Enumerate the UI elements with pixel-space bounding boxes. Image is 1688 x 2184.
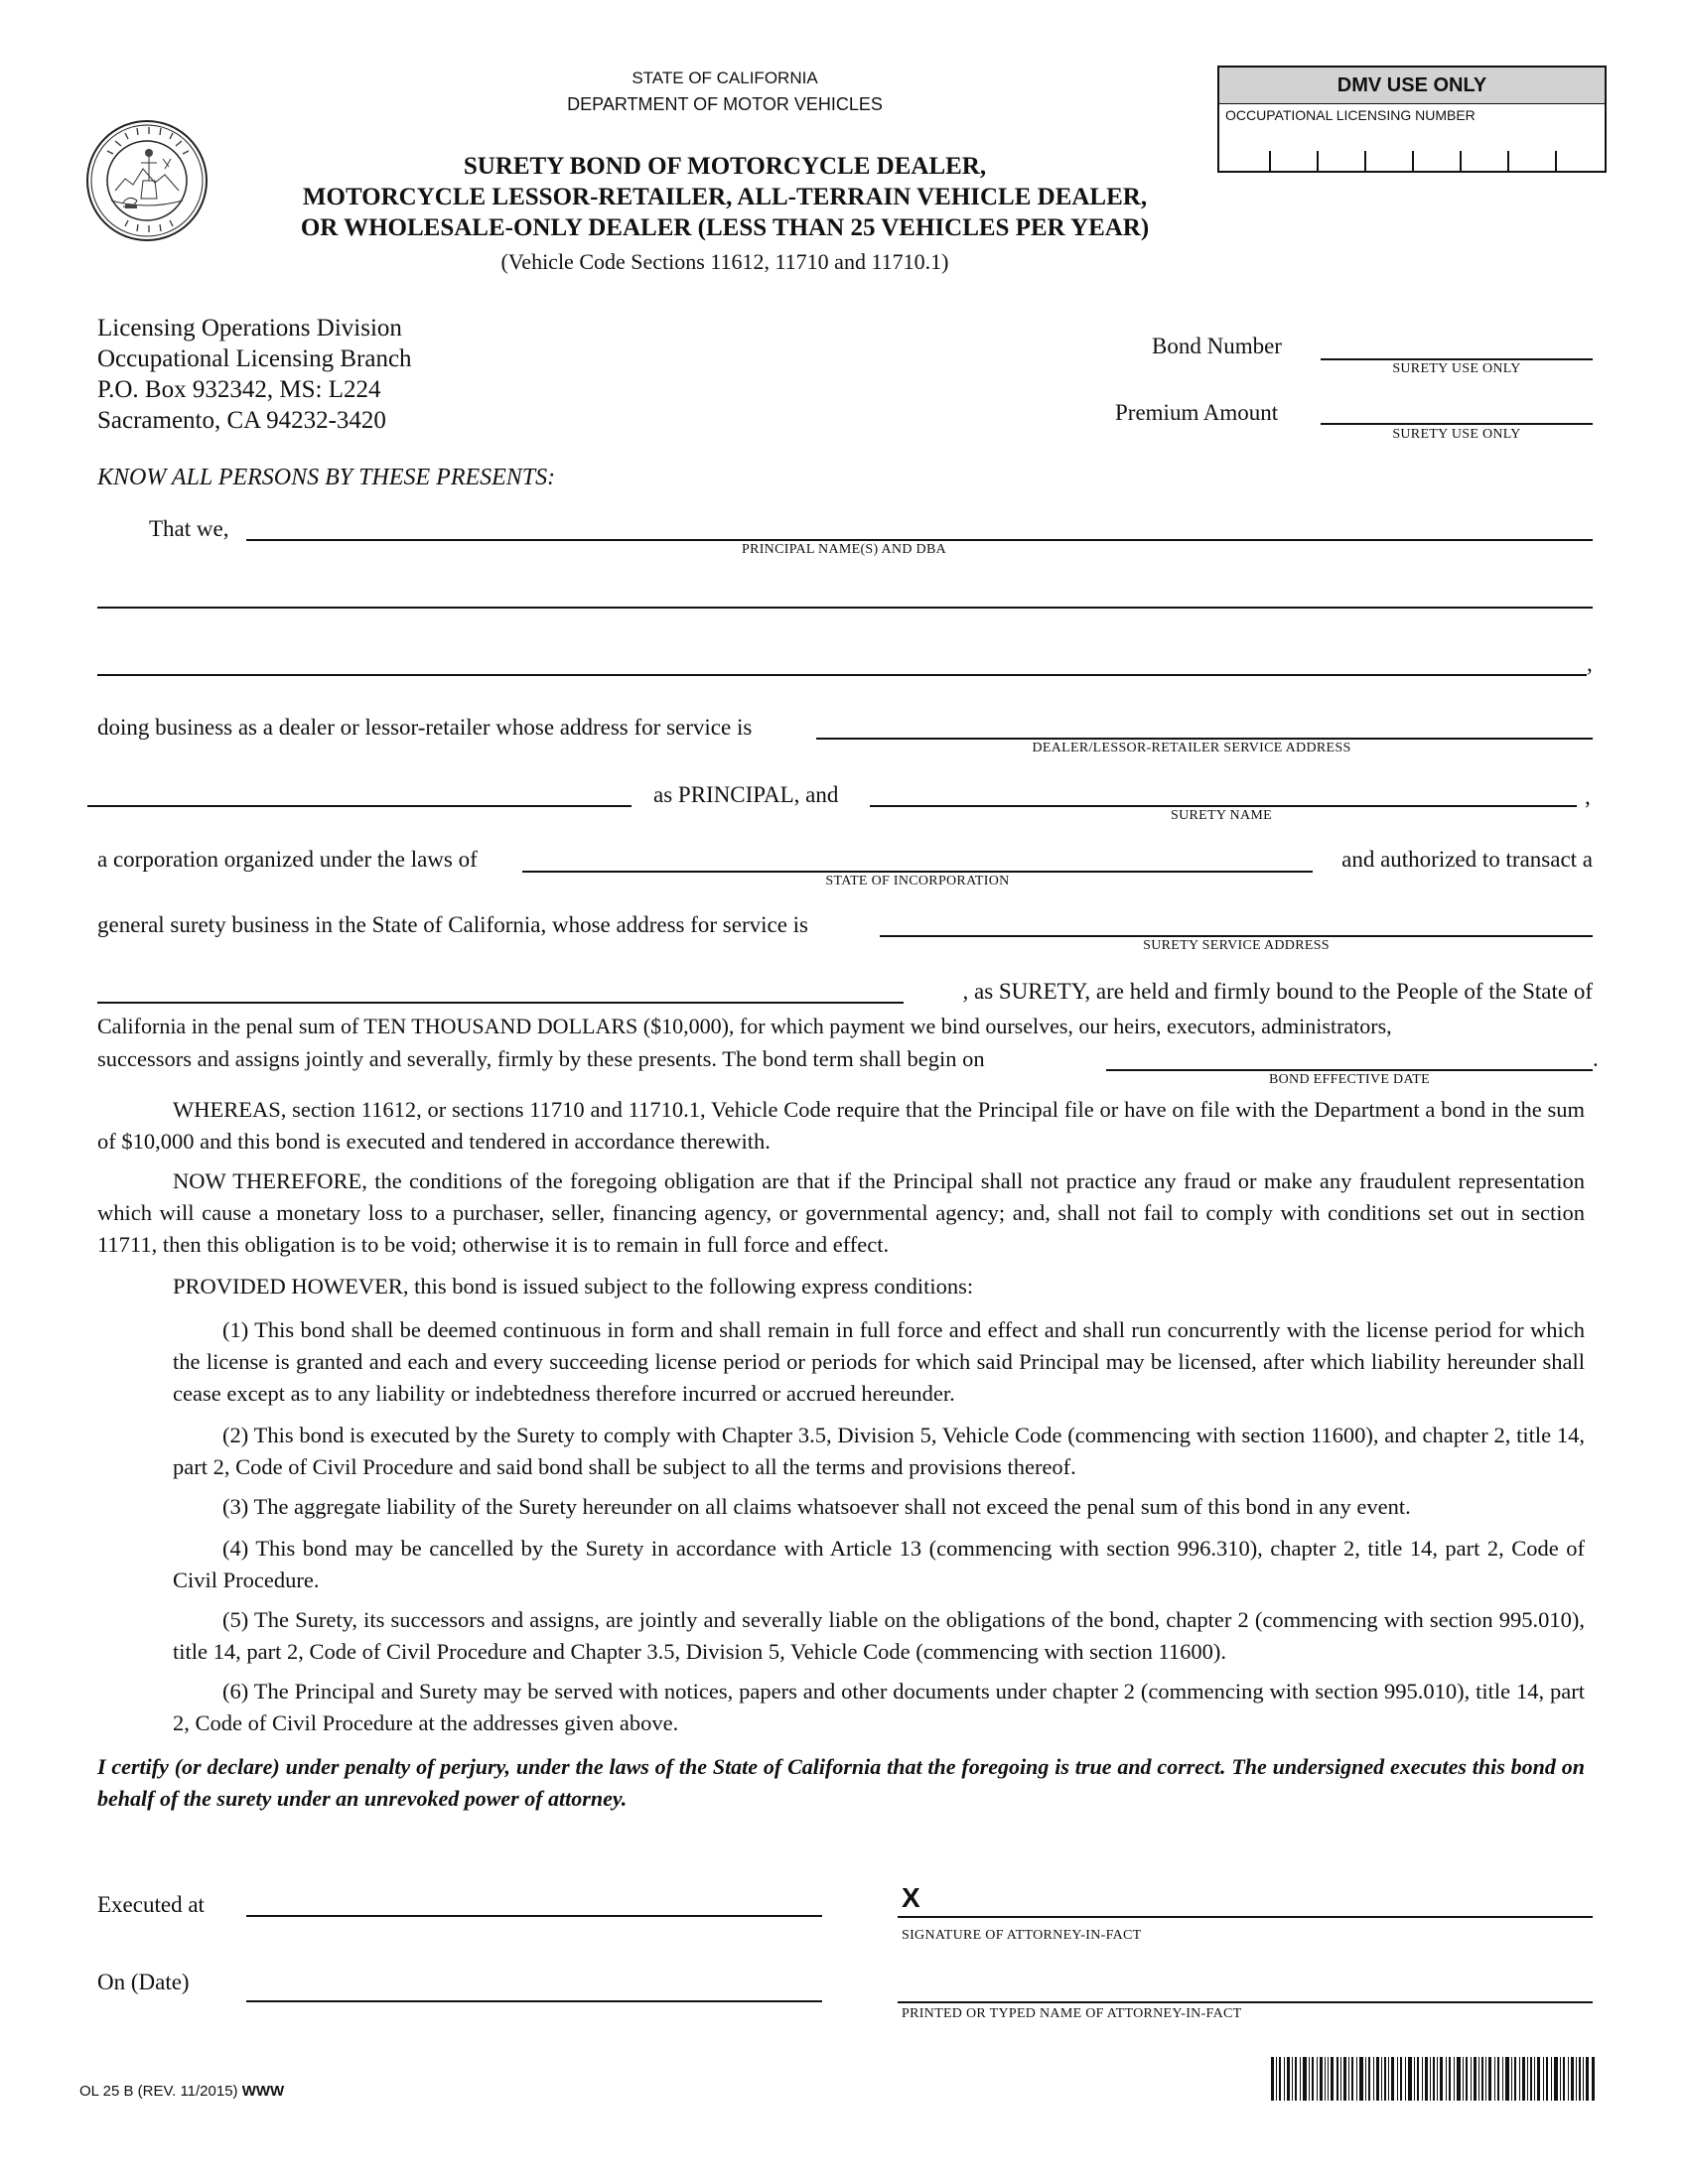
as-surety-text: , as SURETY, are held and firmly bound to the People of the State of [962, 979, 1593, 1004]
licensing-number-digit-boxes[interactable] [1219, 145, 1605, 171]
occupational-licensing-label: OCCUPATIONAL LICENSING NUMBER [1225, 107, 1476, 123]
condition-5: (5) The Surety, its successors and assigns, are jointly and severally liable on the obligations of the bond, chapter 2 (commencing with section 995.010), title 14, part 2, Code of Civil Procedure and Chapter 3.5, Division 5, Vehicle Code (commencing with section 11600). [173, 1607, 1585, 1664]
corporation-organized-text: a corporation organized under the laws of [97, 847, 478, 872]
comma-mark: , [1587, 651, 1593, 676]
premium-amount-label: Premium Amount [1115, 400, 1279, 425]
address-line-4: Sacramento, CA 94232-3420 [97, 407, 386, 434]
condition-6: (6) The Principal and Surety may be served with notices, papers and other documents under chapter 2 (commencing with section 995.010), title 14, part 2, Code of Civil Procedure at the addresses given above. [173, 1679, 1585, 1735]
address-block [97, 313, 412, 436]
know-all-persons-heading: KNOW ALL PERSONS BY THESE PRESENTS: [97, 465, 556, 490]
penal-sum-text: California in the penal sum of TEN THOUSAND DOLLARS ($10,000), for which payment we bind ourselves, our heirs, executors, administrators, [97, 1014, 1392, 1038]
bond-effective-date-input[interactable] [1106, 1043, 1597, 1071]
bond-effective-date-caption: BOND EFFECTIVE DATE [1268, 1072, 1431, 1087]
principal-name-line-2[interactable] [97, 581, 1597, 609]
department-heading: DEPARTMENT OF MOTOR VEHICLES [567, 94, 883, 114]
form-title-line-1: SURETY BOND OF MOTORCYCLE DEALER, [463, 153, 987, 180]
dealer-service-address-input[interactable] [816, 712, 1597, 740]
effective-date-period: . [1593, 1046, 1599, 1071]
on-date-input[interactable] [246, 1975, 826, 2002]
condition-3: (3) The aggregate liability of the Surety hereunder on all claims whatsoever shall not exceed the penal sum of this bond in any event. [222, 1494, 1411, 1519]
form-id-number: OL 25 B (REV. 11/2015) [79, 2083, 238, 2100]
form-title-line-2: MOTORCYCLE LESSOR-RETAILER, ALL-TERRAIN VEHICLE DEALER, [302, 184, 1148, 210]
authorized-text: and authorized to transact a [1341, 847, 1593, 872]
doing-business-text: doing business as a dealer or lessor-retailer whose address for service is [97, 715, 753, 740]
premium-surety-caption: SURETY USE ONLY [1392, 427, 1521, 442]
attorney-printed-name-input[interactable] [898, 1976, 1597, 2003]
bond-number-input[interactable] [1321, 334, 1597, 361]
signature-caption: SIGNATURE OF ATTORNEY-IN-FACT [902, 1928, 1142, 1943]
address-line-2: Occupational Licensing Branch [97, 345, 412, 372]
address-line-3: P.O. Box 932342, MS: L224 [97, 376, 381, 403]
condition-4: (4) This bond may be cancelled by the Surety in accordance with Article 13 (commencing with section 996.310), chapter 2, title 14, part 2, Code of Civil Procedure. [173, 1536, 1585, 1592]
california-seal-icon [85, 119, 209, 242]
surety-service-address-caption: SURETY SERVICE ADDRESS [1143, 938, 1330, 953]
executed-at-label: Executed at [97, 1892, 205, 1917]
general-surety-text: general surety business in the State of California, whose address for service is [97, 912, 808, 937]
on-date-label: On (Date) [97, 1970, 190, 1994]
executed-at-input[interactable] [246, 1889, 826, 1917]
principal-name-input[interactable] [246, 513, 1597, 541]
form-title-line-3: OR WHOLESALE-ONLY DEALER (LESS THAN 25 VEHICLES PER YEAR) [300, 214, 1150, 241]
printed-name-caption: PRINTED OR TYPED NAME OF ATTORNEY-IN-FACT [902, 2006, 1242, 2021]
surety-name-comma: , [1585, 784, 1591, 809]
surety-name-input[interactable] [870, 779, 1581, 807]
condition-2: (2) This bond is executed by the Surety to comply with Chapter 3.5, Division 5, Vehicle Code (commencing with section 11600), and chapter 2, title 14, part 2, Code of Civil Procedure and said bond shall be subject to all the terms and provisions thereof. [173, 1423, 1585, 1479]
that-we-label: That we, [149, 516, 229, 541]
state-of-incorporation-input[interactable] [522, 844, 1317, 872]
condition-1: (1) This bond shall be deemed continuous in form and shall remain in full force and effect and shall run concurrently with the license period for which the license is granted and each and every succeeding license period or periods for which said Principal may be licensed, after which liability hereunder shall cease except as to any liability or indebtedness therefore incurred or accrued hereunder. [173, 1317, 1585, 1406]
now-therefore-paragraph: NOW THEREFORE, the conditions of the foregoing obligation are that if the Principal shall not practice any fraud or make any fraudulent representation which will cause a monetary loss to a purchaser, seller, financing agency, or governmental agency; and, shall not fail to comply with conditions set out in section 11711, then this obligation is to be void; otherwise it is to remain in full force and effect. [97, 1168, 1585, 1257]
surety-name-caption: SURETY NAME [1171, 808, 1272, 823]
successors-text: successors and assigns jointly and severally, firmly by these presents. The bond term shall begin on [97, 1046, 985, 1071]
signature-x-mark: X [902, 1882, 920, 1913]
principal-name-line-3[interactable] [97, 647, 1591, 675]
principal-name-caption: PRINCIPAL NAME(S) AND DBA [742, 542, 946, 557]
as-principal-text: as PRINCIPAL, and [653, 782, 839, 807]
premium-amount-input[interactable] [1321, 397, 1597, 425]
state-heading: STATE OF CALIFORNIA [632, 68, 818, 87]
bond-number-label: Bond Number [1152, 334, 1282, 358]
dmv-use-only-box [1217, 66, 1607, 173]
surety-service-address-input[interactable] [880, 909, 1597, 937]
form-id-suffix: WWW [241, 2083, 285, 2100]
attorney-signature-input[interactable] [933, 1889, 1597, 1917]
vehicle-code-sections: (Vehicle Code Sections 11612, 11710 and 11710.1) [500, 249, 949, 274]
surety-address-line-2[interactable] [97, 976, 908, 1004]
dmv-use-only-title: DMV USE ONLY [1219, 68, 1605, 104]
dealer-service-address-caption: DEALER/LESSOR-RETAILER SERVICE ADDRESS [1032, 741, 1351, 755]
bond-number-surety-caption: SURETY USE ONLY [1392, 361, 1521, 376]
provided-however-paragraph: PROVIDED HOWEVER, this bond is issued subject to the following express conditions: [173, 1274, 974, 1298]
form-id [79, 2083, 284, 2100]
state-of-incorporation-caption: STATE OF INCORPORATION [825, 874, 1010, 888]
certification-statement: I certify (or declare) under penalty of perjury, under the laws of the State of California that the foregoing is true and correct. The undersigned executes this bond on behalf of the surety under an unrevoked power of attorney. [97, 1754, 1585, 1811]
address-line-1: Licensing Operations Division [97, 315, 402, 341]
barcode-icon [1271, 2057, 1595, 2101]
principal-line-input[interactable] [87, 779, 635, 807]
whereas-paragraph: WHEREAS, section 11612, or sections 11710 and 11710.1, Vehicle Code require that the Principal file or have on file with the Department a bond in the sum of $10,000 and this bond is executed and tendered in accordance therewith. [97, 1097, 1585, 1154]
